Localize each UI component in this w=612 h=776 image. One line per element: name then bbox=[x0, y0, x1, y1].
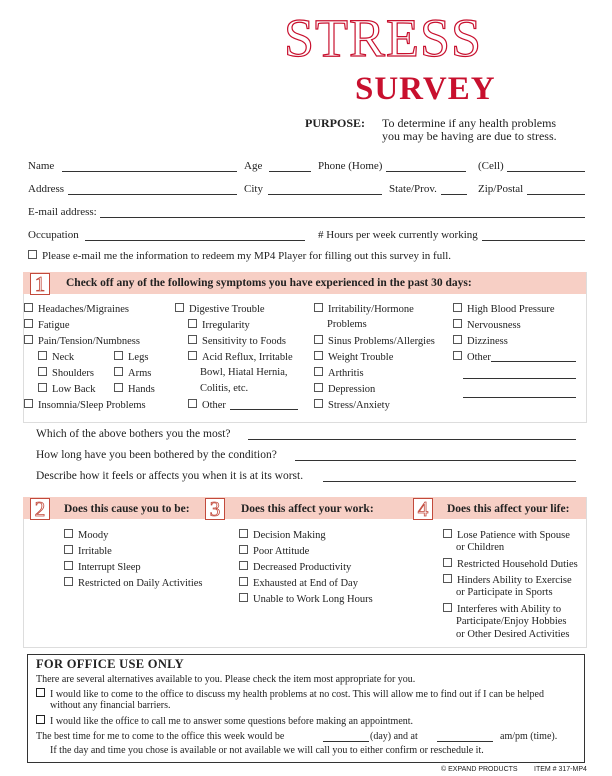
label: Sensitivity to Foods bbox=[202, 336, 287, 347]
life-lose-patience[interactable] bbox=[443, 529, 570, 542]
label: Acid Reflux, Irritable bbox=[202, 352, 293, 363]
checkbox[interactable] bbox=[114, 351, 123, 360]
life-lose-patience-cont: or Children bbox=[456, 542, 505, 553]
best-time-field[interactable] bbox=[437, 741, 493, 742]
label: Arms bbox=[128, 368, 152, 379]
label: Decreased Productivity bbox=[253, 562, 352, 573]
checkbox[interactable] bbox=[188, 335, 197, 344]
phone-home-label: Phone (Home) bbox=[318, 160, 383, 172]
checkbox[interactable] bbox=[314, 399, 323, 408]
pain-legs[interactable] bbox=[114, 351, 148, 364]
best-time-text-a: The best time for me to come to the office this week would be bbox=[36, 731, 285, 742]
office-option2[interactable] bbox=[36, 715, 413, 728]
checkbox[interactable] bbox=[453, 303, 462, 312]
checkbox[interactable] bbox=[314, 383, 323, 392]
symptom-nervousness[interactable] bbox=[453, 319, 521, 332]
symptom-headaches[interactable] bbox=[24, 303, 129, 316]
checkbox[interactable] bbox=[188, 351, 197, 360]
symptom-digestive-other[interactable] bbox=[188, 399, 226, 412]
label: Nervousness bbox=[467, 320, 521, 331]
symptom-insomnia[interactable] bbox=[24, 399, 146, 412]
occupation-label: Occupation bbox=[28, 229, 79, 241]
checkbox[interactable] bbox=[38, 351, 47, 360]
bothers-most-field[interactable] bbox=[248, 439, 576, 440]
symptom-depression[interactable] bbox=[314, 383, 375, 396]
other-field-1[interactable] bbox=[491, 361, 576, 362]
symptom-irregularity[interactable] bbox=[188, 319, 250, 332]
life-hinders-exercise[interactable] bbox=[443, 574, 572, 587]
cell-label: (Cell) bbox=[478, 160, 504, 172]
checkbox[interactable] bbox=[64, 577, 73, 586]
pain-low-back[interactable] bbox=[38, 383, 95, 396]
irritability-cont: Problems bbox=[327, 319, 367, 330]
checkbox[interactable] bbox=[188, 399, 197, 408]
phone-home-field[interactable] bbox=[386, 171, 466, 172]
checkbox[interactable] bbox=[175, 303, 184, 312]
work-decreased-productivity[interactable] bbox=[239, 561, 351, 574]
checkbox[interactable] bbox=[443, 574, 452, 583]
label: Irregularity bbox=[202, 320, 250, 331]
label: Other bbox=[467, 352, 491, 363]
title-stress: STRESS bbox=[284, 8, 483, 68]
title-survey: SURVEY bbox=[355, 71, 496, 107]
symptom-irritability[interactable] bbox=[314, 303, 414, 316]
label: Irritable bbox=[78, 546, 112, 557]
work-long-hours[interactable] bbox=[239, 593, 373, 606]
label: Headaches/Migraines bbox=[38, 304, 129, 315]
email-field[interactable] bbox=[100, 217, 585, 218]
label: Depression bbox=[328, 384, 376, 395]
checkbox[interactable] bbox=[24, 399, 33, 408]
label: Arthritis bbox=[328, 368, 364, 379]
name-field[interactable] bbox=[62, 171, 237, 172]
how-long-field[interactable] bbox=[295, 460, 576, 461]
digestive-other-field[interactable] bbox=[230, 409, 298, 410]
label: Restricted Household Duties bbox=[457, 559, 578, 570]
symptom-acid-reflux[interactable] bbox=[188, 351, 293, 364]
hours-label: # Hours per week currently working bbox=[318, 229, 478, 241]
checkbox[interactable] bbox=[24, 319, 33, 328]
checkbox[interactable] bbox=[314, 367, 323, 376]
label: Insomnia/Sleep Problems bbox=[38, 400, 146, 411]
life-interferes-hobbies[interactable] bbox=[443, 603, 561, 616]
checkbox[interactable] bbox=[64, 529, 73, 538]
office-intro: There are several alternatives available to you. Please check the item most appropriate for you. bbox=[36, 674, 416, 685]
pain-hands[interactable] bbox=[114, 383, 155, 396]
purpose-line1: To determine if any health problems bbox=[382, 116, 557, 130]
checkbox[interactable] bbox=[453, 319, 462, 328]
pain-neck[interactable] bbox=[38, 351, 74, 364]
work-poor-attitude[interactable] bbox=[239, 545, 309, 558]
label: Poor Attitude bbox=[253, 546, 310, 557]
checkbox[interactable] bbox=[239, 545, 248, 554]
age-field[interactable] bbox=[269, 171, 311, 172]
symptom-other[interactable] bbox=[453, 351, 491, 364]
city-label: City bbox=[244, 183, 263, 195]
state-label: State/Prov. bbox=[389, 183, 437, 195]
email-opt-in-text: Please e-mail me the information to redeem my MP4 Player for filling out this survey in full. bbox=[42, 250, 452, 262]
symptom-weight[interactable] bbox=[314, 351, 393, 364]
purpose-line2: you may be having are due to stress. bbox=[382, 129, 557, 143]
life-interferes-cont1: Participate/Enjoy Hobbies bbox=[456, 616, 567, 627]
life-hinders-exercise-cont: or Participate in Sports bbox=[456, 587, 553, 598]
best-day-field[interactable] bbox=[323, 741, 369, 742]
other-field-2[interactable] bbox=[463, 378, 576, 379]
office-option2-checkbox[interactable] bbox=[36, 715, 45, 724]
address-field[interactable] bbox=[68, 194, 237, 195]
label: Other bbox=[202, 400, 226, 411]
office-title: FOR OFFICE USE ONLY bbox=[36, 657, 184, 671]
cell-field[interactable] bbox=[507, 171, 585, 172]
label: Neck bbox=[52, 352, 75, 363]
office-option1-text: I would like to come to the office to discuss my health problems at no cost. This will allow me to find out if I can be helped bbox=[50, 689, 544, 700]
checkbox[interactable] bbox=[239, 529, 248, 538]
symptom-pain[interactable] bbox=[24, 335, 140, 348]
question-describe: Describe how it feels or affects you when it is at its worst. bbox=[36, 470, 304, 482]
cause-restricted-daily[interactable] bbox=[64, 577, 203, 590]
work-decision-making[interactable] bbox=[239, 529, 326, 542]
other-field-3[interactable] bbox=[463, 397, 576, 398]
cause-irritable[interactable] bbox=[64, 545, 112, 558]
state-field[interactable] bbox=[441, 194, 467, 195]
address-label: Address bbox=[28, 183, 65, 195]
section4-title: Does this affect your life: bbox=[447, 503, 570, 515]
footer-copyright: © EXPAND PRODUCTS bbox=[441, 766, 518, 773]
checkbox[interactable] bbox=[188, 319, 197, 328]
label: High Blood Pressure bbox=[467, 304, 555, 315]
life-interferes-cont2: or Other Desired Activities bbox=[456, 629, 570, 640]
zip-field[interactable] bbox=[527, 194, 585, 195]
label: Moody bbox=[78, 530, 109, 541]
section2-number: 2 bbox=[30, 498, 50, 520]
checkbox[interactable] bbox=[114, 367, 123, 376]
checkbox[interactable] bbox=[239, 577, 248, 586]
checkbox[interactable] bbox=[453, 335, 462, 344]
section1-number: 1 bbox=[30, 273, 50, 295]
office-footer-note: If the day and time you chose is available or not available we will call you to either confirm or reschedule it. bbox=[50, 745, 484, 756]
acid-reflux-cont1: Bowl, Hiatal Hernia, bbox=[200, 367, 288, 378]
label: Restricted on Daily Activities bbox=[78, 578, 203, 589]
best-time-text-b: (day) and at bbox=[370, 731, 418, 742]
section3-title: Does this affect your work: bbox=[241, 503, 374, 515]
symptom-sensitivity[interactable] bbox=[188, 335, 286, 348]
email-opt-in[interactable] bbox=[28, 250, 451, 263]
cause-moody[interactable] bbox=[64, 529, 108, 542]
label: Irritability/Hormone bbox=[328, 304, 414, 315]
checkbox[interactable] bbox=[114, 383, 123, 392]
checkbox[interactable] bbox=[64, 561, 73, 570]
pain-arms[interactable] bbox=[114, 367, 151, 380]
hours-field[interactable] bbox=[482, 240, 585, 241]
label: Lose Patience with Spouse bbox=[457, 530, 570, 541]
name-label: Name bbox=[28, 160, 55, 172]
checkbox[interactable] bbox=[239, 561, 248, 570]
symptom-digestive[interactable] bbox=[175, 303, 265, 316]
life-household-duties[interactable] bbox=[443, 558, 578, 571]
question-how-long: How long have you been bothered by the condition? bbox=[36, 449, 277, 461]
label: Digestive Trouble bbox=[189, 304, 265, 315]
email-opt-in-checkbox[interactable] bbox=[28, 250, 37, 259]
zip-label: Zip/Postal bbox=[478, 183, 524, 195]
label: Interferes with Ability to bbox=[457, 604, 562, 615]
checkbox[interactable] bbox=[314, 303, 323, 312]
acid-reflux-cont2: Colitis, etc. bbox=[200, 383, 249, 394]
checkbox[interactable] bbox=[453, 351, 462, 360]
occupation-field[interactable] bbox=[85, 240, 305, 241]
label: Pain/Tension/Numbness bbox=[38, 336, 140, 347]
symptom-arthritis[interactable] bbox=[314, 367, 364, 380]
label: Interrupt Sleep bbox=[78, 562, 141, 573]
symptom-stress[interactable] bbox=[314, 399, 390, 412]
age-label: Age bbox=[244, 160, 263, 172]
label: Hinders Ability to Exercise bbox=[457, 575, 572, 586]
cause-interrupt-sleep[interactable] bbox=[64, 561, 141, 574]
label: Sinus Problems/Allergies bbox=[328, 336, 435, 347]
office-option2-text: I would like the office to call me to answer some questions before making an appointment. bbox=[50, 716, 414, 727]
checkbox[interactable] bbox=[314, 335, 323, 344]
pain-shoulders[interactable] bbox=[38, 367, 94, 380]
label: Fatigue bbox=[38, 320, 70, 331]
label: Shoulders bbox=[52, 368, 94, 379]
office-option1-cont: without any financial barriers. bbox=[50, 700, 171, 711]
purpose-label: PURPOSE: bbox=[305, 116, 365, 130]
section3-number: 3 bbox=[205, 498, 225, 520]
checkbox[interactable] bbox=[24, 335, 33, 344]
email-label: E-mail address: bbox=[28, 206, 97, 218]
question-bothers-most: Which of the above bothers you the most? bbox=[36, 428, 231, 440]
office-option1-checkbox[interactable] bbox=[36, 688, 45, 697]
label: Dizziness bbox=[467, 336, 508, 347]
label: Exhausted at End of Day bbox=[253, 578, 358, 589]
label: Weight Trouble bbox=[328, 352, 394, 363]
checkbox[interactable] bbox=[443, 558, 452, 567]
label: Legs bbox=[128, 352, 149, 363]
city-field[interactable] bbox=[268, 194, 382, 195]
section1-title: Check off any of the following symptoms you have experienced in the past 30 days: bbox=[66, 277, 472, 289]
checkbox[interactable] bbox=[239, 593, 248, 602]
describe-field[interactable] bbox=[323, 481, 576, 482]
best-time-text-c: am/pm (time). bbox=[500, 731, 558, 742]
checkbox[interactable] bbox=[314, 351, 323, 360]
checkbox[interactable] bbox=[443, 529, 452, 538]
symptom-blood-pressure[interactable] bbox=[453, 303, 555, 316]
footer-item-number: ITEM # 317-MP4 bbox=[534, 766, 587, 773]
label: Unable to Work Long Hours bbox=[253, 594, 373, 605]
checkbox[interactable] bbox=[443, 603, 452, 612]
checkbox[interactable] bbox=[24, 303, 33, 312]
label: Stress/Anxiety bbox=[328, 400, 390, 411]
work-exhausted[interactable] bbox=[239, 577, 358, 590]
symptom-dizziness[interactable] bbox=[453, 335, 508, 348]
label: Hands bbox=[128, 384, 155, 395]
checkbox[interactable] bbox=[38, 383, 47, 392]
checkbox[interactable] bbox=[38, 367, 47, 376]
label: Low Back bbox=[52, 384, 96, 395]
checkbox[interactable] bbox=[64, 545, 73, 554]
label: Decision Making bbox=[253, 530, 326, 541]
symptom-sinus[interactable] bbox=[314, 335, 435, 348]
section2-title: Does this cause you to be: bbox=[64, 503, 190, 515]
symptom-fatigue[interactable] bbox=[24, 319, 70, 332]
section4-number: 4 bbox=[413, 498, 433, 520]
